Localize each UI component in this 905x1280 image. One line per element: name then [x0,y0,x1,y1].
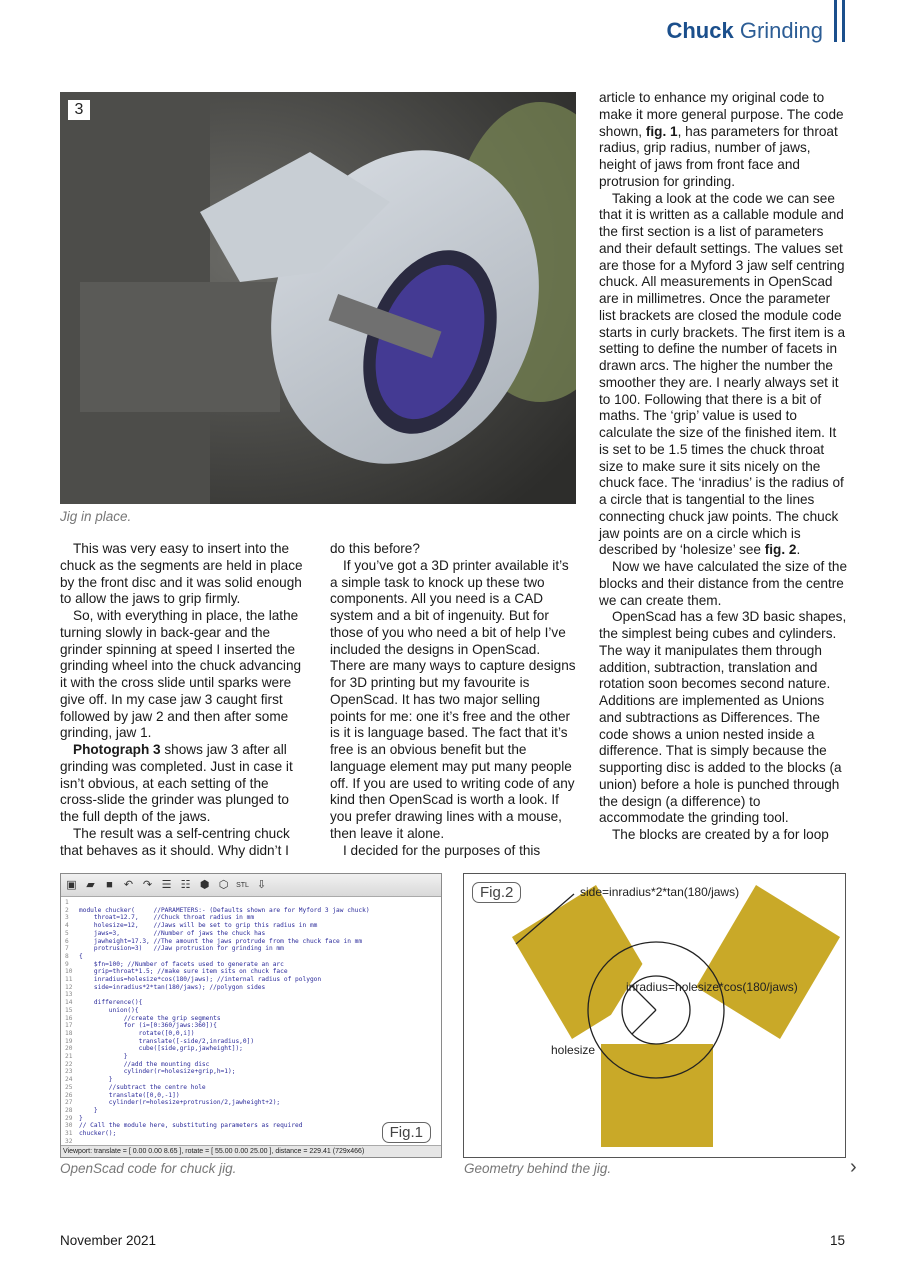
open-folder-icon[interactable]: ▰ [86,878,95,891]
code-line: 1 [65,899,69,906]
code-line: 13 [65,991,73,999]
paragraph: If you’ve got a 3D printer available it’s a simple task to knock up these two components. All you need is a CAD system and a bit of ingenuity. But for those of you who need a bit of help I’ve included the designs in OpenScad. There are many ways to capture designs for 3D printing but my favourite is OpenScad. It has two major selling points for me: one it’s free and the other is it is language based. The fact that it’s free is an obvious benefit but the language element may put many people off. If you are used to writing code of any kind then OpenScad is worth a look. If you prefer drawing lines with a mouse, then leave it alone. [330,557,576,841]
paragraph: article to enhance my original code to make it more general purpose. The code shown, fig. 1, has parameters for throat radius, grip radius, number of jaws, height of jaws from front face and protrusion for grinding. [599,90,844,189]
unindent-icon[interactable]: ☰ [161,878,172,891]
paragraph: do this before? [330,541,420,556]
block-bottom [601,1044,713,1147]
code-line: 10 grip=throat*1.5; //make sure item sits on chuck face [65,968,288,976]
code-line: 4 holesize=12, //Jaws will be set to grip this radius in mm [65,922,318,930]
code-line: 29 } [65,1114,83,1122]
geometry-caption: Geometry behind the jig. [464,1161,612,1176]
code-line: 2 module chucker( //PARAMETERS:- (Defaults shown are for Myford 3 jaw chuck) [65,906,370,914]
inradius-label: inradius=holesize*cos(180/jaws) [626,980,798,994]
code-line: 15 union(){ [65,1006,139,1014]
paragraph: Photograph 3 shows jaw 3 after all grinding was completed. Just in case it isn’t obvious, at each setting of the cross-slide the grinder was plunged to the full depth of the jaws. [60,742,293,824]
render-icon[interactable]: ⬡ [218,878,229,891]
code-line: 5 jaws=3, //Number of jaws the chuck has [65,929,266,937]
text-column-2 [330,541,578,859]
paragraph: This was very easy to insert into the chuck as the segments are held in place by the front disc and it was solid enough to allow the jaws to grip firmly. [60,541,303,607]
code-line: 20 cube([side,grip,jawheight]); [65,1045,243,1053]
code-line: 31 chucker(); [65,1130,117,1138]
redo-icon[interactable]: ↷ [142,878,153,891]
paragraph: So, with everything in place, the lathe turning slowly in back-gear and the grinder spinning at speed I inserted the grinding wheel into the chuck advancing it with the cross slide until sparks were give off. In my case jaw 3 caught first followed by jaw 2 and then after some grinding, jaw 1. [60,608,302,741]
save-icon[interactable]: ■ [106,878,113,891]
running-header [666,18,823,44]
code-line: 22 //add the mounting disc [65,1060,210,1068]
stl-export-icon[interactable]: STL [236,881,249,889]
photograph-3 [60,92,576,504]
code-line: 17 for (i=[0:360/jaws:360]){ [65,1022,217,1030]
block-right [696,885,840,1039]
next-page-arrow-icon[interactable]: › [850,1156,857,1178]
code-line: 16 //create the grip segments [65,1014,221,1022]
preview-icon[interactable]: ⬢ [199,878,210,891]
code-line: 24 } [65,1076,113,1084]
code-line: 23 cylinder(r=holesize+grip,h=1); [65,1068,236,1076]
header-bold: Chuck [666,18,734,43]
jig-photo-illustration [60,92,576,504]
text-column-1 [60,541,306,859]
code-line: 21 } [65,1053,128,1061]
openscad-code-figure [60,873,442,1158]
code-line: 25 //subtract the centre hole [65,1083,206,1091]
undo-icon[interactable]: ↶ [123,878,134,891]
header-light: Grinding [739,18,823,43]
code-line: 6 jawheight=17.3, //The amount the jaws protrude from the chuck face in mm [65,937,363,945]
geometry-figure [463,873,846,1158]
code-line: 12 side=inradius*2*tan(180/jaws); //polygon sides [65,983,266,991]
viewport-status: Viewport: translate = [ 0.00 0.00 8.65 ], rotate = [ 55.00 0.00 25.00 ], distance = 229.41 (729x466) [61,1145,442,1157]
paragraph: Taking a look at the code we can see that it is written as a callable module and the first section is a list of parameters and their default settings. The values set are those for a Myford 3 jaw self centring chuck. All measurements in OpenScad are in millimetres. Once the parameter list brackets are closed the module code starts in curly brackets. The first item is a setting to define the number of facets in drawn arcs. The higher the number the smoother they are. I nearly always set it to 100. Following that there is a bit of maths. The ‘grip’ value is used to calculate the size of the finished item. It is set to be 1.5 times the chuck throat size to make sure it sits nicely on the chuck face. The ‘inradius’ is the radius of a circle that is tangential to the lines connecting chuck jaw points. The chuck jaw points are on a circle which is described by ‘holesize’ see fig. 2. [599,190,846,558]
code-line: 11 inradius=holesize*cos(180/jaws); //internal radius of polygon [65,976,322,984]
fig2-label: Fig.2 [472,882,521,903]
geometry-diagram [464,874,845,1157]
code-line: 27 cylinder(r=holesize+protrusion/2,jawheight+2); [65,1099,281,1107]
code-line: 18 rotate([0,0,i]) [65,1029,195,1037]
paragraph: Now we have calculated the size of the blocks and their distance from the centre we can create them. [599,559,848,608]
code-line: 32 [65,1137,73,1145]
paragraph: OpenScad has a few 3D basic shapes, the simplest being cubes and cylinders. The way it manipulates them through addition, subtraction, translation and rotation soon becomes second nature. Additions are implemented as Unions and subtractions as Differences. The code shows a union nested inside a difference. That is simply because the supporting disc is added to the blocks (a union) before a hole is punched through the design (a difference) to accommodate the grinding tool. [599,609,847,826]
code-line: 19 translate([-side/2,inradius,0]) [65,1037,255,1045]
new-file-icon[interactable]: ▣ [66,878,77,891]
code-line: 30 // Call the module here, substituting parameters as required [65,1122,303,1130]
paragraph: I decided for the purposes of this [343,842,541,858]
footer-date: November 2021 [60,1233,157,1248]
code-caption: OpenScad code for chuck jig. [60,1161,237,1176]
header-bars [834,0,846,42]
side-label: side=inradius*2*tan(180/jaws) [580,885,740,899]
editor-toolbar [61,874,441,897]
holesize-label: holesize [551,1043,596,1057]
code-line: 9 $fn=100; //Number of facets used to generate an arc [65,960,284,968]
code-line: 14 difference(){ [65,999,143,1007]
export-icon[interactable]: ⇩ [256,878,267,891]
indent-icon[interactable]: ☷ [180,878,191,891]
photo-number: 3 [68,100,90,120]
page-number: 15 [829,1233,845,1248]
code-line: 26 translate([0,0,-1]) [65,1091,180,1099]
photo-caption: Jig in place. [60,509,132,524]
code-listing [61,897,441,1146]
code-line: 3 throat=12.7, //Chuck throat radius in mm [65,914,255,922]
fig1-label: Fig.1 [382,1122,431,1143]
text-column-3 [599,90,849,844]
code-line: 28 } [65,1106,98,1114]
code-line: 7 protrusion=3) //Jaw protrusion for grinding in mm [65,945,284,953]
paragraph: The blocks are created by a for loop [612,827,829,842]
jaw-blocks [512,885,840,1147]
code-line: 8 { [65,952,83,960]
paragraph: The result was a self-centring chuck that behaves as it should. Why didn’t I [60,825,290,858]
